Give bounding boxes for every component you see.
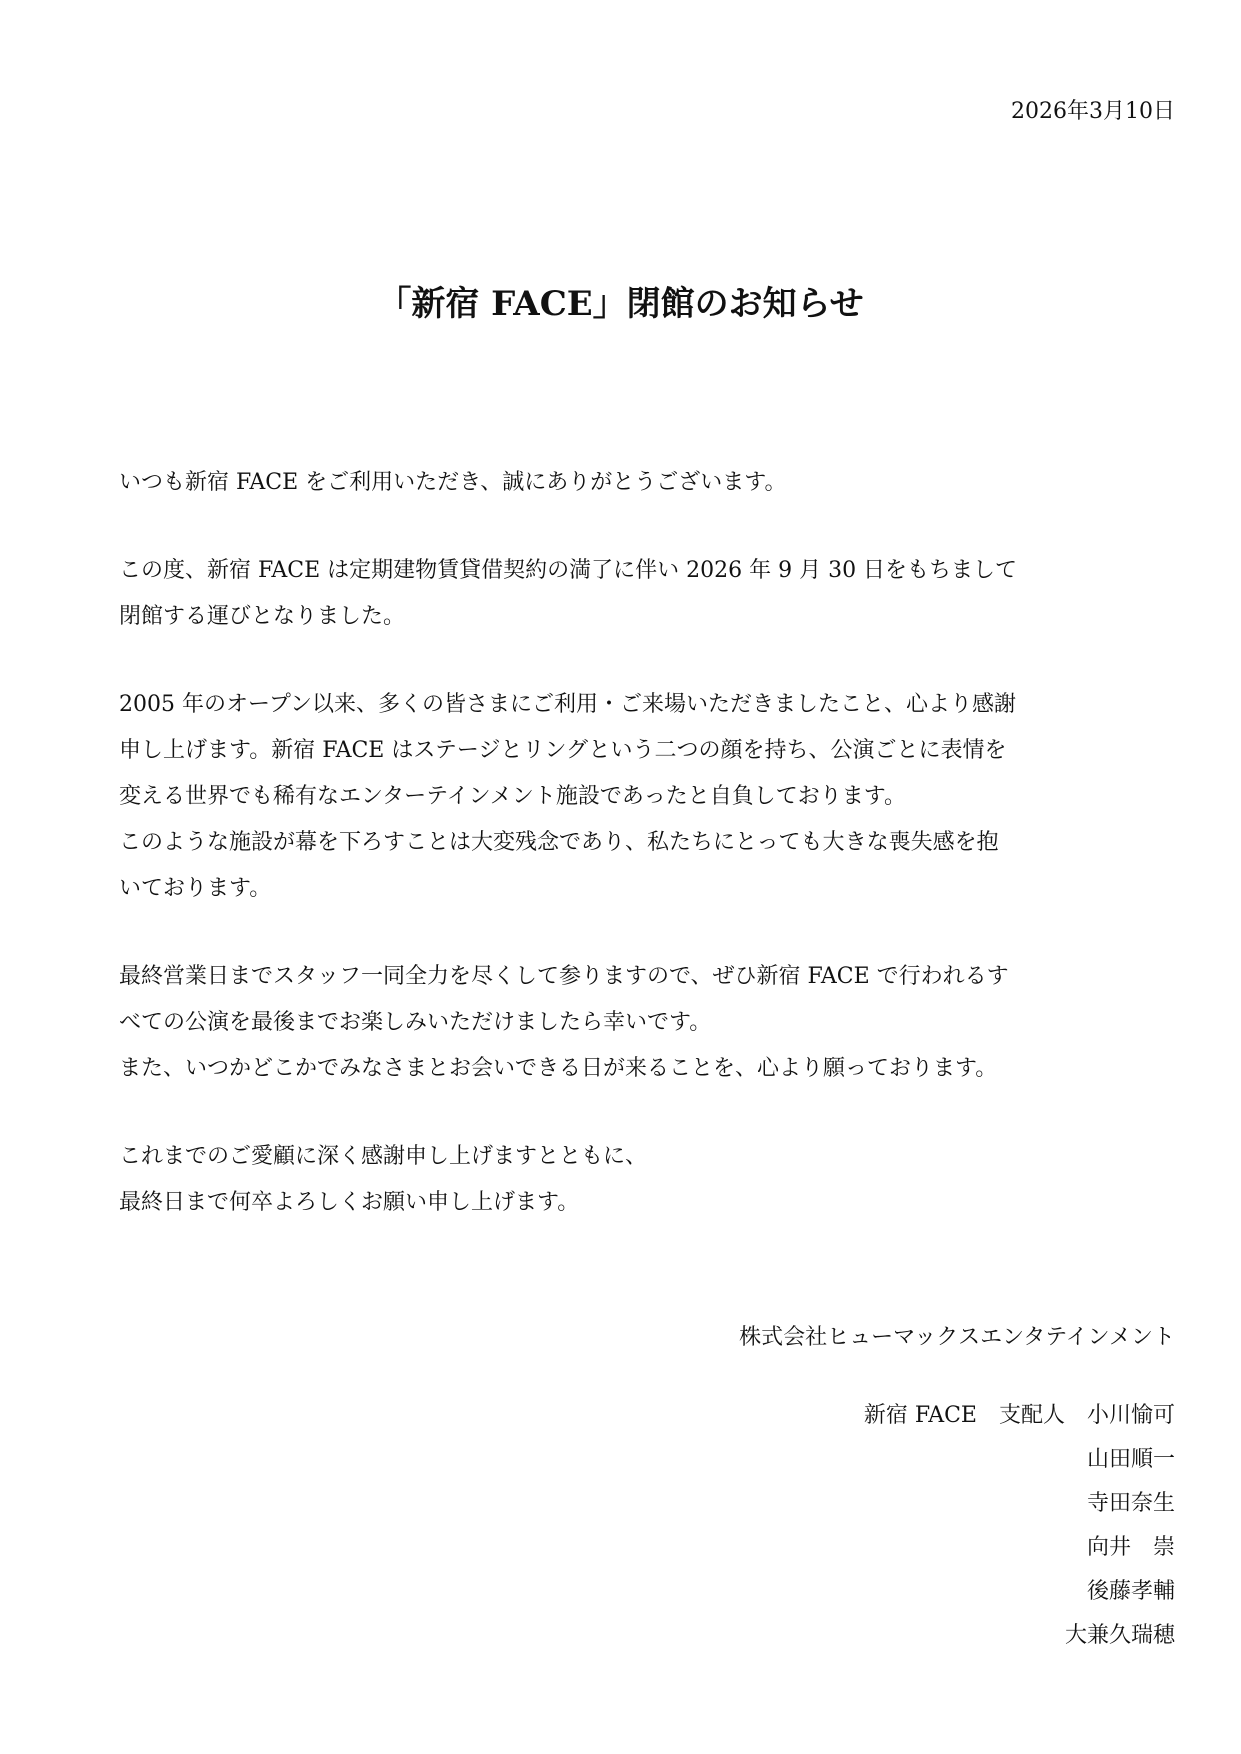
paragraph-line: これまでのご愛顧に深く感謝申し上げますとともに、 [119, 1144, 648, 1169]
paragraph-line: 変える世界でも稀有なエンターテインメント施設であったと自負しております。 [119, 784, 906, 809]
signatory: 後藤孝輔 [1086, 1579, 1175, 1604]
signatory: 山田順一 [1086, 1447, 1175, 1472]
paragraph-line: このような施設が幕を下ろすことは大変残念であり、私たちにとっても大きな喪失感を抱 [119, 830, 999, 855]
signatory: 寺田奈生 [1086, 1491, 1175, 1516]
paragraph-line: べての公演を最後までお楽しみいただけましたら幸いです。 [119, 1010, 712, 1035]
paragraph-line: いております。 [119, 876, 272, 901]
paragraph [119, 954, 1179, 1092]
paragraph-line: また、いつかどこかでみなさまとお会いできる日が来ることを、心より願っております。 [119, 1056, 998, 1081]
paragraph-line: 最終営業日までスタッフ一同全力を尽くして参りますので、ぜひ新宿 FACE で行われるす [119, 964, 1009, 989]
document-date: 2026年3月10日 [1011, 99, 1175, 124]
paragraph-line: いつも新宿 FACE をご利用いただき、誠にありがとうございます。 [119, 470, 787, 495]
signatory: 新宿 FACE 支配人 小川愉可 [863, 1403, 1175, 1428]
signatories [864, 1394, 1175, 1658]
signatory: 大兼久瑞穂 [1064, 1623, 1175, 1648]
signatory: 向井 崇 [1086, 1535, 1175, 1560]
company-name: 株式会社ヒューマックスエンタテインメント [739, 1325, 1175, 1350]
paragraph [119, 682, 1179, 912]
paragraph [119, 548, 1179, 640]
paragraph [119, 460, 1179, 506]
paragraph-line: 2005 年のオープン以来、多くの皆さまにご利用・ご来場いただきましたこと、心より感謝 [119, 692, 1017, 717]
document-body [119, 460, 1179, 1268]
paragraph-line: 閉館する運びとなりました。 [119, 604, 406, 629]
paragraph-line: 申し上げます。新宿 FACE はステージとリングという二つの顔を持ち、公演ごとに表情を [119, 738, 1007, 763]
document-title: 「新宿 FACE」閉館のお知らせ [377, 284, 864, 324]
paragraph-line: この度、新宿 FACE は定期建物賃貸借契約の満了に伴い 2026 年 9 月 30 日をもちまして [119, 558, 1018, 583]
paragraph [119, 1134, 1179, 1226]
paragraph-line: 最終日まで何卒よろしくお願い申し上げます。 [119, 1190, 580, 1215]
